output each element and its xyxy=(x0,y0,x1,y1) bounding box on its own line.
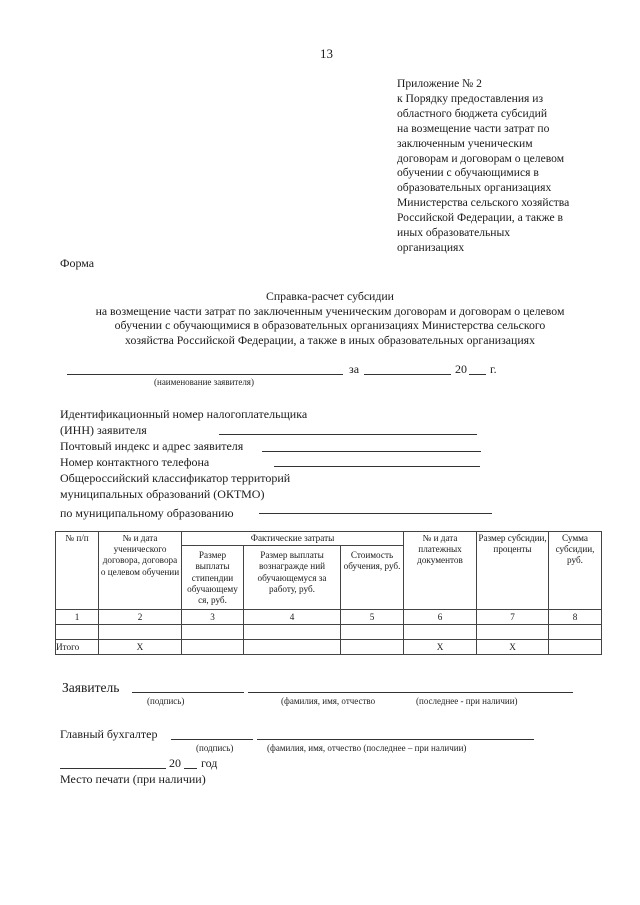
applicant-label: Заявитель xyxy=(62,680,120,695)
year-suffix: г. xyxy=(490,362,497,376)
header-group-actual-costs: Фактические затраты xyxy=(182,532,404,546)
header-col7: Размер субсидии, проценты xyxy=(477,532,549,610)
address-field[interactable] xyxy=(262,451,481,452)
address-label: Почтовый индекс и адрес заявителя xyxy=(60,439,244,453)
column-number: 7 xyxy=(477,610,549,625)
table-cell[interactable] xyxy=(549,625,602,640)
oktmo-label-1: Общероссийский классификатор территорий xyxy=(60,471,291,485)
table-cell: Х xyxy=(477,640,549,655)
appendix-line: иных образовательных xyxy=(397,226,511,240)
table-cell[interactable] xyxy=(56,625,99,640)
page-number: 13 xyxy=(320,46,333,61)
stamp-label: Место печати (при наличии) xyxy=(60,772,206,786)
applicant-name-caption: (наименование заявителя) xyxy=(154,377,254,387)
column-number: 6 xyxy=(404,610,477,625)
year-field[interactable] xyxy=(469,374,486,375)
table-cell[interactable] xyxy=(477,625,549,640)
oktmo-label-2: муниципальных образований (ОКТМО) xyxy=(60,487,265,501)
appendix-line: заключенным ученическим xyxy=(397,136,533,150)
table-cell[interactable] xyxy=(549,640,602,655)
accountant-signature-caption: (подпись) xyxy=(196,743,234,753)
title-line: обучении с обучающимися в образовательных организациях Министерства сельского xyxy=(114,318,546,333)
date-year-suffix: год xyxy=(201,756,218,770)
period-field[interactable] xyxy=(364,374,451,375)
appendix-line: договорам и договорам о целевом xyxy=(397,151,565,165)
total-label: Итого xyxy=(56,640,99,655)
column-numbers-row xyxy=(56,610,602,625)
applicant-signature-caption: (подпись) xyxy=(147,696,185,706)
phone-label: Номер контактного телефона xyxy=(60,455,210,469)
appendix-note xyxy=(397,77,627,256)
za-label: за xyxy=(349,362,360,376)
table-cell[interactable] xyxy=(99,625,182,640)
table-cell[interactable] xyxy=(341,640,404,655)
table-cell[interactable] xyxy=(182,640,244,655)
accountant-fullname-field[interactable] xyxy=(257,739,534,740)
inn-label-2: (ИНН) заявителя xyxy=(60,423,147,437)
table-cell[interactable] xyxy=(244,625,341,640)
header-col6: № и дата платежных документов xyxy=(404,532,477,610)
column-number: 4 xyxy=(244,610,341,625)
oktmo-label-3: по муниципальному образованию xyxy=(60,506,234,520)
appendix-line: Российской Федерации, а также в xyxy=(397,211,563,225)
subsidy-table xyxy=(55,531,602,655)
applicant-fullname-caption: (фамилия, имя, отчество xyxy=(281,696,376,706)
document-title xyxy=(40,289,620,347)
inn-label-1: Идентификационный номер налогоплательщика xyxy=(60,407,308,421)
header-col8: Сумма субсидии, руб. xyxy=(549,532,602,610)
accountant-signature-field[interactable] xyxy=(171,739,253,740)
year-prefix: 20 xyxy=(455,362,467,376)
column-number: 3 xyxy=(182,610,244,625)
applicant-name-field[interactable] xyxy=(67,374,343,375)
date-field[interactable] xyxy=(60,768,166,769)
appendix-line: образовательных организациях xyxy=(397,181,552,195)
header-col4: Размер выплаты вознагражде ний обучающемуся за работу, руб. xyxy=(244,546,341,610)
appendix-line: Министерства сельского хозяйства xyxy=(397,196,570,210)
accountant-label: Главный бухгалтер xyxy=(60,727,158,741)
table-cell: Х xyxy=(404,640,477,655)
appendix-line: к Порядку предоставления из xyxy=(397,91,544,105)
column-number: 8 xyxy=(549,610,602,625)
appendix-line: организациях xyxy=(397,240,465,254)
date-year-field[interactable] xyxy=(184,768,197,769)
column-number: 2 xyxy=(99,610,182,625)
title-heading: Справка-расчет субсидии xyxy=(265,289,394,303)
column-number: 1 xyxy=(56,610,99,625)
accountant-fullname-caption: (фамилия, имя, отчество (последнее – при наличии) xyxy=(267,743,467,753)
appendix-line: Приложение № 2 xyxy=(397,77,482,90)
header-col3: Размер выплаты стипендии обучающему ся, руб. xyxy=(182,546,244,610)
applicant-signature-field[interactable] xyxy=(132,692,244,693)
applicant-details xyxy=(60,406,307,521)
appendix-line: областного бюджета субсидий xyxy=(397,106,548,120)
table-cell[interactable] xyxy=(244,640,341,655)
appendix-line: обучении с обучающимися в xyxy=(397,166,539,180)
phone-field[interactable] xyxy=(274,466,480,467)
table-cell[interactable] xyxy=(182,625,244,640)
header-col2: № и дата ученического договора, договора о целевом обучении xyxy=(99,532,182,610)
form-label: Форма xyxy=(60,256,95,270)
appendix-line: на возмещение части затрат по xyxy=(397,121,550,135)
table-row xyxy=(56,625,602,640)
table-cell: Х xyxy=(99,640,182,655)
oktmo-field[interactable] xyxy=(259,513,492,514)
total-row xyxy=(56,640,602,655)
title-line: на возмещение части затрат по заключенным ученическим договорам и договорам о целевом xyxy=(95,303,565,318)
column-number: 5 xyxy=(341,610,404,625)
applicant-fullname-caption-note: (последнее - при наличии) xyxy=(416,696,518,706)
header-col5: Стоимость обучения, руб. xyxy=(341,546,404,610)
applicant-fullname-field[interactable] xyxy=(248,692,573,693)
table-cell[interactable] xyxy=(341,625,404,640)
date-year-prefix: 20 xyxy=(169,756,181,770)
table-cell[interactable] xyxy=(404,625,477,640)
inn-field[interactable] xyxy=(219,434,477,435)
header-col1: № п/п xyxy=(56,532,99,610)
title-line: хозяйства Российской Федерации, а также в иных образовательных организациях xyxy=(125,332,535,347)
